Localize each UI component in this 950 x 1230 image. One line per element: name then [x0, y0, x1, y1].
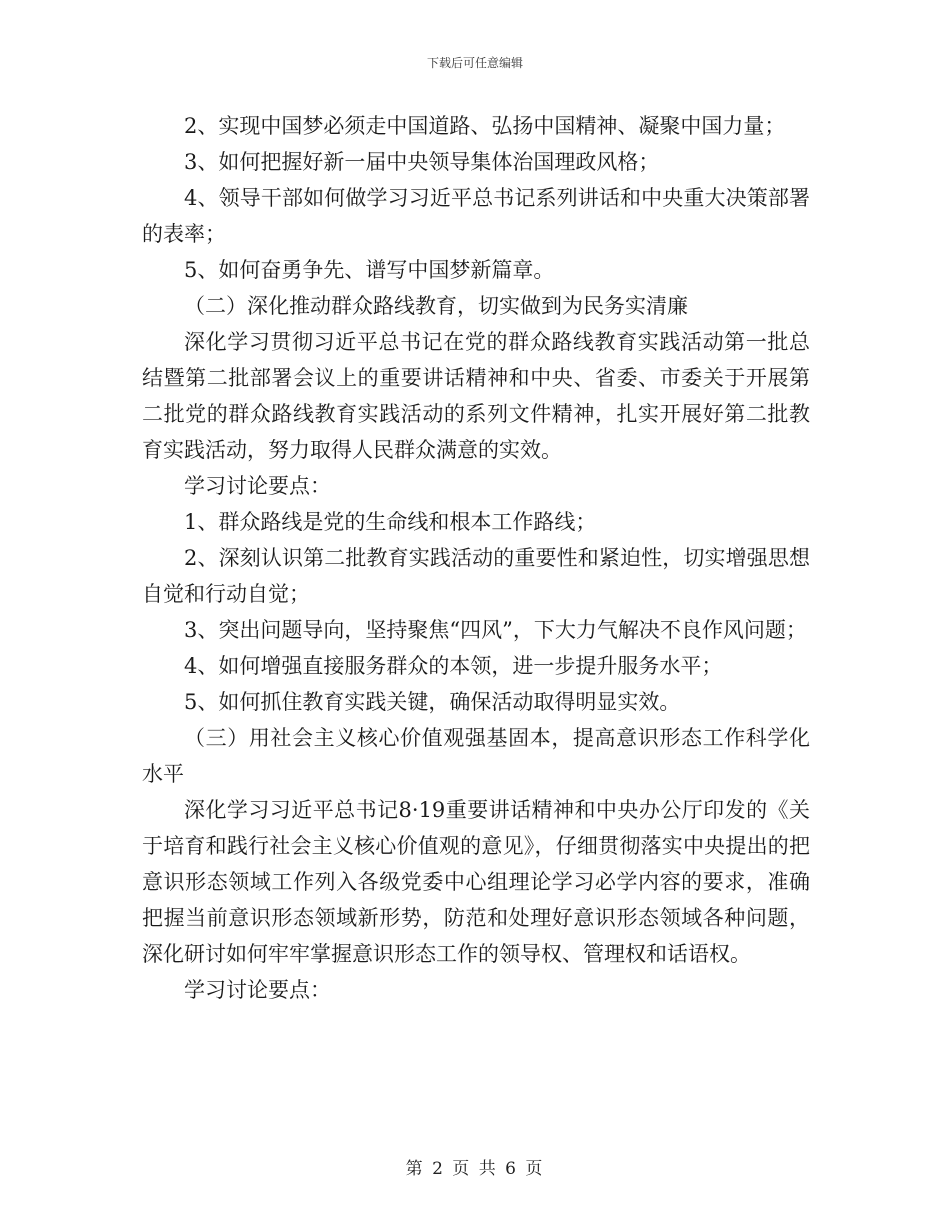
document-body — [142, 108, 810, 1008]
paragraph: 深化学习贯彻习近平总书记在党的群众路线教育实践活动第一批总结暨第二批部署会议上的重要讲话精神和中央、省委、市委关于开展第二批党的群众路线教育实践活动的系列文件精神，扎实开展好第二批教育实践活动，努力取得人民群众满意的实效。 — [142, 330, 810, 462]
paragraph: 4、如何增强直接服务群众的本领，进一步提升服务水平； — [184, 654, 723, 678]
discussion-points-heading: 学习讨论要点： — [184, 978, 331, 1002]
paragraph: 1、群众路线是党的生命线和根本工作路线； — [184, 510, 597, 534]
section-heading: （三）用社会主义核心价值观强基固本，提高意识形态工作科学化水平 — [142, 726, 810, 786]
section-heading: （二）深化推动群众路线教育，切实做到为民务实清廉 — [184, 294, 688, 318]
discussion-points-heading: 学习讨论要点： — [184, 474, 331, 498]
paragraph: 3、如何把握好新一届中央领导集体治国理政风格； — [184, 150, 660, 174]
paragraph: 3、突出问题导向，坚持聚焦“四风”，下大力气解决不良作风问题； — [184, 618, 807, 642]
page-number: 第 2 页 共 6 页 — [405, 1159, 545, 1179]
paragraph: 深化学习习近平总书记8·19重要讲话精神和中央办公厅印发的《关于培育和践行社会主义核心价值观的意见》，仔细贯彻落实中央提出的把意识形态领域工作列入各级党委中心组理论学习必学内容的要求，准确把握当前意识形态领域新形势，防范和处理好意识形态领域各种问题，深化研讨如何牢牢掌握意识形态工作的领导权、管理权和话语权。 — [142, 798, 810, 966]
paragraph: 2、实现中国梦必须走中国道路、弘扬中国精神、凝聚中国力量； — [184, 114, 786, 138]
paragraph: 4、领导干部如何做学习习近平总书记系列讲话和中央重大决策部署的表率； — [142, 186, 810, 246]
paragraph: 5、如何抓住教育实践关键，确保活动取得明显实效。 — [184, 690, 681, 714]
download-edit-note: 下载后可任意编辑 — [426, 56, 523, 70]
paragraph: 2、深刻认识第二批教育实践活动的重要性和紧迫性，切实增强思想自觉和行动自觉； — [142, 546, 810, 606]
paragraph: 5、如何奋勇争先、谱写中国梦新篇章。 — [184, 258, 555, 282]
